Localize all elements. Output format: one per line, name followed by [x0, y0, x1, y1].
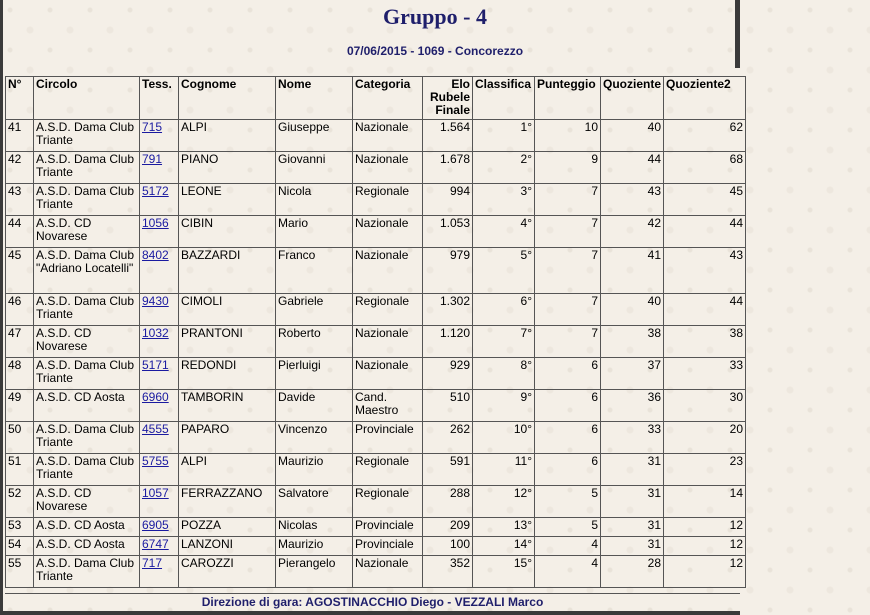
- window-frame-left: [0, 0, 3, 615]
- cell-punteggio: 10: [535, 120, 601, 152]
- table-row: [6, 518, 746, 537]
- tess-link[interactable]: 9430: [142, 294, 169, 308]
- cell-punteggio: 7: [535, 216, 601, 248]
- cell-nome: Maurizio: [276, 454, 353, 486]
- cell-categoria: Nazionale: [353, 120, 423, 152]
- cell-nome: Maurizio: [276, 537, 353, 556]
- cell-quoziente: 31: [601, 518, 664, 537]
- tess-link[interactable]: 717: [142, 556, 163, 570]
- table-row: [6, 326, 746, 358]
- cell-tess: [140, 486, 179, 518]
- cell-elo: 994: [423, 184, 473, 216]
- col-header-quoziente2: Quoziente2: [664, 77, 746, 120]
- cell-punteggio: 6: [535, 358, 601, 390]
- cell-n: 41: [6, 120, 34, 152]
- table-row: [6, 537, 746, 556]
- cell-nome: Giuseppe: [276, 120, 353, 152]
- cell-classifica: 15°: [473, 556, 535, 588]
- table-header-row: [6, 77, 746, 120]
- cell-n: 42: [6, 152, 34, 184]
- cell-n: 52: [6, 486, 34, 518]
- cell-elo: 209: [423, 518, 473, 537]
- cell-cognome: PAPARO: [179, 422, 276, 454]
- table-row: [6, 152, 746, 184]
- cell-classifica: 11°: [473, 454, 535, 486]
- cell-quoziente: 31: [601, 537, 664, 556]
- cell-punteggio: 4: [535, 556, 601, 588]
- cell-nome: Mario: [276, 216, 353, 248]
- table-row: [6, 358, 746, 390]
- cell-n: 55: [6, 556, 34, 588]
- cell-punteggio: 6: [535, 422, 601, 454]
- cell-nome: Salvatore: [276, 486, 353, 518]
- cell-quoziente: 40: [601, 294, 664, 326]
- col-header-nome: Nome: [276, 77, 353, 120]
- table-row: [6, 216, 746, 248]
- cell-tess: [140, 358, 179, 390]
- cell-quoziente: 42: [601, 216, 664, 248]
- cell-tess: [140, 537, 179, 556]
- cell-n: 51: [6, 454, 34, 486]
- cell-classifica: 1°: [473, 120, 535, 152]
- cell-n: 46: [6, 294, 34, 326]
- cell-circolo: A.S.D. Dama Club Triante: [34, 184, 140, 216]
- col-header-tess: Tess.: [140, 77, 179, 120]
- col-header-classifica: Classifica: [473, 77, 535, 120]
- tess-link[interactable]: 1057: [142, 486, 169, 500]
- cell-categoria: Nazionale: [353, 326, 423, 358]
- cell-punteggio: 6: [535, 454, 601, 486]
- cell-categoria: Provinciale: [353, 422, 423, 454]
- cell-tess: [140, 518, 179, 537]
- tess-link[interactable]: 8402: [142, 248, 169, 262]
- cell-elo: 591: [423, 454, 473, 486]
- cell-punteggio: 5: [535, 486, 601, 518]
- cell-elo: 288: [423, 486, 473, 518]
- cell-n: 43: [6, 184, 34, 216]
- cell-elo: 352: [423, 556, 473, 588]
- cell-elo: 979: [423, 248, 473, 294]
- tess-link[interactable]: 1056: [142, 216, 169, 230]
- cell-n: 44: [6, 216, 34, 248]
- cell-quoziente2: 62: [664, 120, 746, 152]
- cell-nome: Nicola: [276, 184, 353, 216]
- cell-quoziente2: 38: [664, 326, 746, 358]
- cell-punteggio: 6: [535, 390, 601, 422]
- cell-quoziente: 38: [601, 326, 664, 358]
- cell-circolo: A.S.D. Dama Club "Adriano Locatelli": [34, 248, 140, 294]
- cell-circolo: A.S.D. CD Novarese: [34, 326, 140, 358]
- col-header-cognome: Cognome: [179, 77, 276, 120]
- cell-classifica: 4°: [473, 216, 535, 248]
- cell-punteggio: 9: [535, 152, 601, 184]
- cell-classifica: 9°: [473, 390, 535, 422]
- tess-link[interactable]: 1032: [142, 326, 169, 340]
- tess-link[interactable]: 791: [142, 152, 163, 166]
- cell-classifica: 10°: [473, 422, 535, 454]
- cell-n: 50: [6, 422, 34, 454]
- cell-classifica: 5°: [473, 248, 535, 294]
- col-header-n: N°: [6, 77, 34, 120]
- cell-quoziente2: 12: [664, 537, 746, 556]
- cell-cognome: POZZA: [179, 518, 276, 537]
- col-header-categoria: Categoria: [353, 77, 423, 120]
- cell-punteggio: 7: [535, 248, 601, 294]
- results-table-body: [6, 120, 746, 588]
- cell-quoziente2: 43: [664, 248, 746, 294]
- cell-classifica: 2°: [473, 152, 535, 184]
- cell-tess: [140, 294, 179, 326]
- tess-link[interactable]: 5755: [142, 454, 169, 468]
- cell-punteggio: 4: [535, 537, 601, 556]
- cell-cognome: ALPI: [179, 120, 276, 152]
- cell-quoziente: 31: [601, 486, 664, 518]
- cell-cognome: LEONE: [179, 184, 276, 216]
- cell-nome: Gabriele: [276, 294, 353, 326]
- cell-cognome: CIBIN: [179, 216, 276, 248]
- cell-quoziente: 44: [601, 152, 664, 184]
- cell-cognome: PRANTONI: [179, 326, 276, 358]
- cell-classifica: 13°: [473, 518, 535, 537]
- cell-elo: 1.678: [423, 152, 473, 184]
- cell-quoziente2: 44: [664, 216, 746, 248]
- cell-circolo: A.S.D. Dama Club Triante: [34, 120, 140, 152]
- cell-classifica: 7°: [473, 326, 535, 358]
- cell-quoziente2: 30: [664, 390, 746, 422]
- window-frame-bottom: [0, 611, 740, 615]
- tess-link[interactable]: 6905: [142, 518, 169, 532]
- cell-elo: 1.053: [423, 216, 473, 248]
- cell-categoria: Nazionale: [353, 556, 423, 588]
- cell-quoziente: 40: [601, 120, 664, 152]
- cell-elo: 510: [423, 390, 473, 422]
- tess-link[interactable]: 5171: [142, 358, 169, 372]
- tess-link[interactable]: 4555: [142, 422, 169, 436]
- cell-circolo: A.S.D. CD Novarese: [34, 216, 140, 248]
- cell-categoria: Nazionale: [353, 152, 423, 184]
- cell-elo: 1.564: [423, 120, 473, 152]
- cell-tess: [140, 216, 179, 248]
- cell-cognome: CIMOLI: [179, 294, 276, 326]
- event-subtitle: 07/06/2015 - 1069 - Concorezzo: [346, 44, 524, 58]
- tess-link[interactable]: 5172: [142, 184, 169, 198]
- cell-n: 45: [6, 248, 34, 294]
- col-header-quoziente: Quoziente: [601, 77, 664, 120]
- cell-circolo: A.S.D. Dama Club Triante: [34, 294, 140, 326]
- cell-elo: 1.120: [423, 326, 473, 358]
- cell-n: 53: [6, 518, 34, 537]
- col-header-elo: Elo Rubele Finale: [423, 77, 473, 120]
- cell-quoziente2: 33: [664, 358, 746, 390]
- cell-classifica: 3°: [473, 184, 535, 216]
- cell-punteggio: 7: [535, 326, 601, 358]
- cell-nome: Vincenzo: [276, 422, 353, 454]
- cell-quoziente: 33: [601, 422, 664, 454]
- page-title: Gruppo - 4: [383, 4, 487, 29]
- tess-link[interactable]: 6960: [142, 390, 169, 404]
- cell-cognome: BAZZARDI: [179, 248, 276, 294]
- tess-link[interactable]: 715: [142, 120, 163, 134]
- cell-punteggio: 7: [535, 184, 601, 216]
- cell-categoria: Regionale: [353, 486, 423, 518]
- table-row: [6, 556, 746, 588]
- cell-circolo: A.S.D. Dama Club Triante: [34, 454, 140, 486]
- cell-circolo: A.S.D. CD Aosta: [34, 537, 140, 556]
- cell-categoria: Nazionale: [353, 216, 423, 248]
- table-row: [6, 422, 746, 454]
- cell-elo: 929: [423, 358, 473, 390]
- table-row: [6, 294, 746, 326]
- cell-quoziente2: 45: [664, 184, 746, 216]
- cell-tess: [140, 454, 179, 486]
- cell-elo: 100: [423, 537, 473, 556]
- cell-elo: 262: [423, 422, 473, 454]
- cell-cognome: CAROZZI: [179, 556, 276, 588]
- cell-categoria: Regionale: [353, 184, 423, 216]
- tess-link[interactable]: 6747: [142, 537, 169, 551]
- cell-nome: Roberto: [276, 326, 353, 358]
- cell-punteggio: 5: [535, 518, 601, 537]
- cell-cognome: REDONDI: [179, 358, 276, 390]
- cell-quoziente2: 14: [664, 486, 746, 518]
- cell-circolo: A.S.D. CD Aosta: [34, 390, 140, 422]
- cell-nome: Giovanni: [276, 152, 353, 184]
- cell-punteggio: 7: [535, 294, 601, 326]
- cell-n: 54: [6, 537, 34, 556]
- cell-tess: [140, 152, 179, 184]
- cell-quoziente: 41: [601, 248, 664, 294]
- cell-n: 47: [6, 326, 34, 358]
- cell-classifica: 8°: [473, 358, 535, 390]
- cell-classifica: 6°: [473, 294, 535, 326]
- results-table: [5, 76, 746, 588]
- table-row: [6, 120, 746, 152]
- cell-quoziente: 43: [601, 184, 664, 216]
- cell-quoziente2: 23: [664, 454, 746, 486]
- cell-tess: [140, 248, 179, 294]
- cell-cognome: LANZONI: [179, 537, 276, 556]
- cell-circolo: A.S.D. CD Aosta: [34, 518, 140, 537]
- cell-circolo: A.S.D. Dama Club Triante: [34, 556, 140, 588]
- cell-tess: [140, 120, 179, 152]
- cell-tess: [140, 326, 179, 358]
- table-row: [6, 454, 746, 486]
- cell-circolo: A.S.D. Dama Club Triante: [34, 152, 140, 184]
- table-row: [6, 184, 746, 216]
- table-row: [6, 486, 746, 518]
- cell-quoziente: 31: [601, 454, 664, 486]
- cell-cognome: PIANO: [179, 152, 276, 184]
- cell-quoziente2: 20: [664, 422, 746, 454]
- cell-categoria: Nazionale: [353, 248, 423, 294]
- cell-categoria: Regionale: [353, 294, 423, 326]
- cell-quoziente2: 44: [664, 294, 746, 326]
- cell-circolo: A.S.D. Dama Club Triante: [34, 422, 140, 454]
- cell-n: 49: [6, 390, 34, 422]
- cell-cognome: FERRAZZANO: [179, 486, 276, 518]
- cell-n: 48: [6, 358, 34, 390]
- cell-classifica: 12°: [473, 486, 535, 518]
- cell-quoziente2: 12: [664, 556, 746, 588]
- col-header-punteggio: Punteggio: [535, 77, 601, 120]
- cell-cognome: ALPI: [179, 454, 276, 486]
- cell-tess: [140, 390, 179, 422]
- cell-categoria: Cand. Maestro: [353, 390, 423, 422]
- table-row: [6, 390, 746, 422]
- cell-categoria: Provinciale: [353, 537, 423, 556]
- cell-nome: Nicolas: [276, 518, 353, 537]
- cell-nome: Franco: [276, 248, 353, 294]
- cell-categoria: Regionale: [353, 454, 423, 486]
- cell-quoziente2: 68: [664, 152, 746, 184]
- col-header-circolo: Circolo: [34, 77, 140, 120]
- cell-nome: Davide: [276, 390, 353, 422]
- cell-quoziente: 37: [601, 358, 664, 390]
- cell-cognome: TAMBORIN: [179, 390, 276, 422]
- race-direction-footer: Direzione di gara: AGOSTINACCHIO Diego - VEZZALI Marco: [5, 593, 740, 611]
- cell-classifica: 14°: [473, 537, 535, 556]
- cell-nome: Pierluigi: [276, 358, 353, 390]
- cell-quoziente: 36: [601, 390, 664, 422]
- cell-categoria: Provinciale: [353, 518, 423, 537]
- cell-elo: 1.302: [423, 294, 473, 326]
- cell-nome: Pierangelo: [276, 556, 353, 588]
- cell-quoziente2: 12: [664, 518, 746, 537]
- cell-tess: [140, 184, 179, 216]
- cell-tess: [140, 556, 179, 588]
- table-row: [6, 248, 746, 294]
- cell-tess: [140, 422, 179, 454]
- cell-circolo: A.S.D. Dama Club Triante: [34, 358, 140, 390]
- cell-categoria: Nazionale: [353, 358, 423, 390]
- cell-quoziente: 28: [601, 556, 664, 588]
- cell-circolo: A.S.D. CD Novarese: [34, 486, 140, 518]
